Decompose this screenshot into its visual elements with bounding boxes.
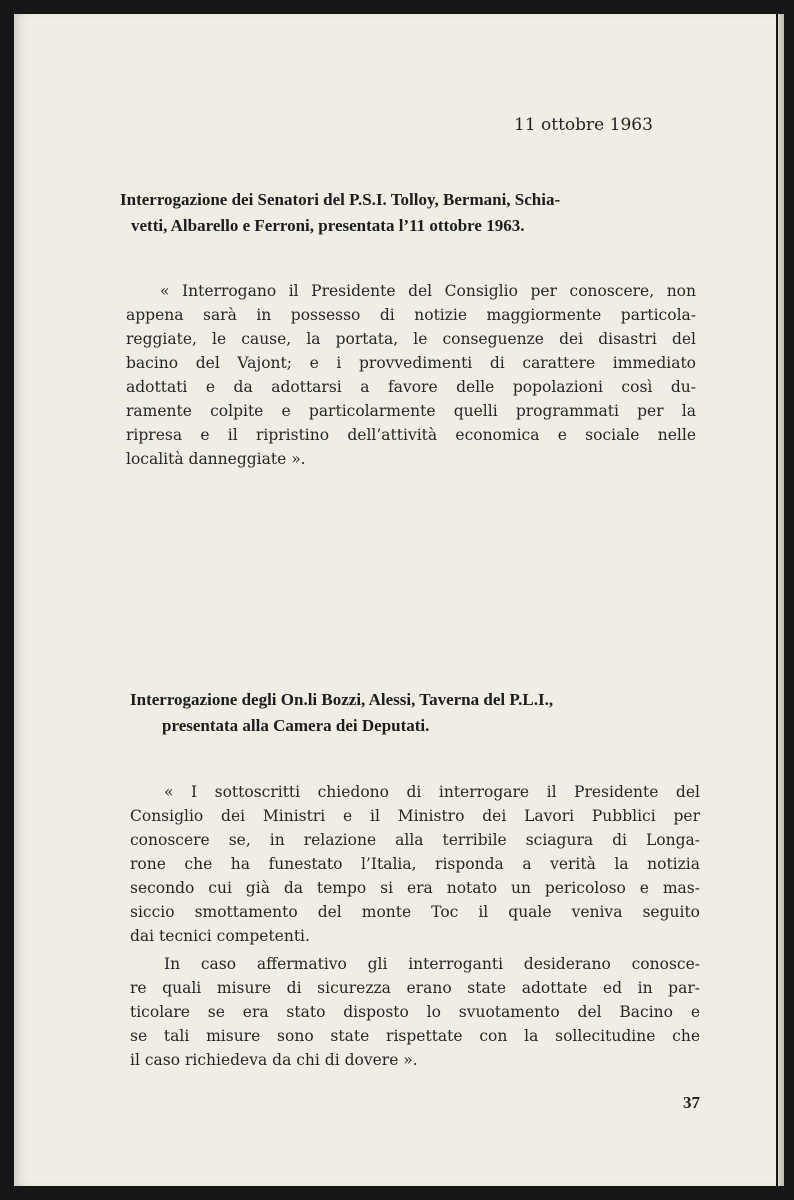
paragraph-line: In caso affermativo gli interroganti desiderano conosce- [164, 955, 700, 973]
paragraph-line: « Interrogano il Presidente del Consiglio per conoscere, non [160, 282, 696, 300]
paragraph-line: secondo cui già da tempo si era notato un pericoloso e mas- [130, 879, 700, 897]
paragraph-line: bacino del Vajont; e i provvedimenti di carattere immediato [126, 354, 696, 372]
paragraph-line: ticolare se era stato disposto lo svuotamento del Bacino e [130, 1003, 700, 1021]
paragraph-line: siccio smottamento del monte Toc il quale veniva seguito [130, 903, 700, 921]
paragraph-line: rone che ha funestato l’Italia, risponda a verità la notizia [130, 855, 700, 873]
paragraph-line: ramente colpite e particolarmente quelli programmati per la [126, 402, 696, 420]
page-number: 37 [683, 1093, 700, 1112]
paragraph-line: il caso richiedeva da chi di dovere ». [130, 1051, 418, 1069]
section-2-paragraph-2 [130, 952, 700, 1072]
paragraph-line: reggiate, le cause, la portata, le conseguenze dei disastri del [126, 330, 696, 348]
section-2-paragraph-1 [130, 780, 700, 948]
paragraph-line: conoscere se, in relazione alla terribile sciagura di Longa- [130, 831, 700, 849]
paragraph-line: « I sottoscritti chiedono di interrogare il Presidente del [164, 783, 700, 801]
paragraph-line: dai tecnici competenti. [130, 927, 310, 945]
section-2-title [130, 687, 553, 739]
paragraph-line: adottati e da adottarsi a favore delle popolazioni così du- [126, 378, 696, 396]
document-page [14, 14, 776, 1186]
paragraph-line: re quali misure di sicurezza erano state adottate ed in par- [130, 979, 700, 997]
paragraph-line: ripresa e il ripristino dell’attività economica e sociale nelle [126, 426, 696, 444]
title-line: Interrogazione degli On.li Bozzi, Alessi, Taverna del P.L.I., [130, 690, 554, 709]
section-1-paragraph [126, 279, 696, 471]
document-date: 11 ottobre 1963 [514, 115, 653, 135]
paragraph-line: Consiglio dei Ministri e il Ministro dei Lavori Pubblici per [130, 807, 700, 825]
page-edge [778, 14, 784, 1186]
title-line: Interrogazione dei Senatori del P.S.I. Tolloy, Bermani, Schia- [120, 190, 561, 209]
paragraph-line: se tali misure sono state rispettate con la sollecitudine che [130, 1027, 700, 1045]
title-line: vetti, Albarello e Ferroni, presentata l’11 ottobre 1963. [131, 216, 525, 235]
section-1-title [120, 187, 560, 239]
title-line: presentata alla Camera dei Deputati. [162, 716, 430, 735]
paragraph-line: località danneggiate ». [126, 450, 306, 468]
paragraph-line: appena sarà in possesso di notizie maggiormente particola- [126, 306, 696, 324]
